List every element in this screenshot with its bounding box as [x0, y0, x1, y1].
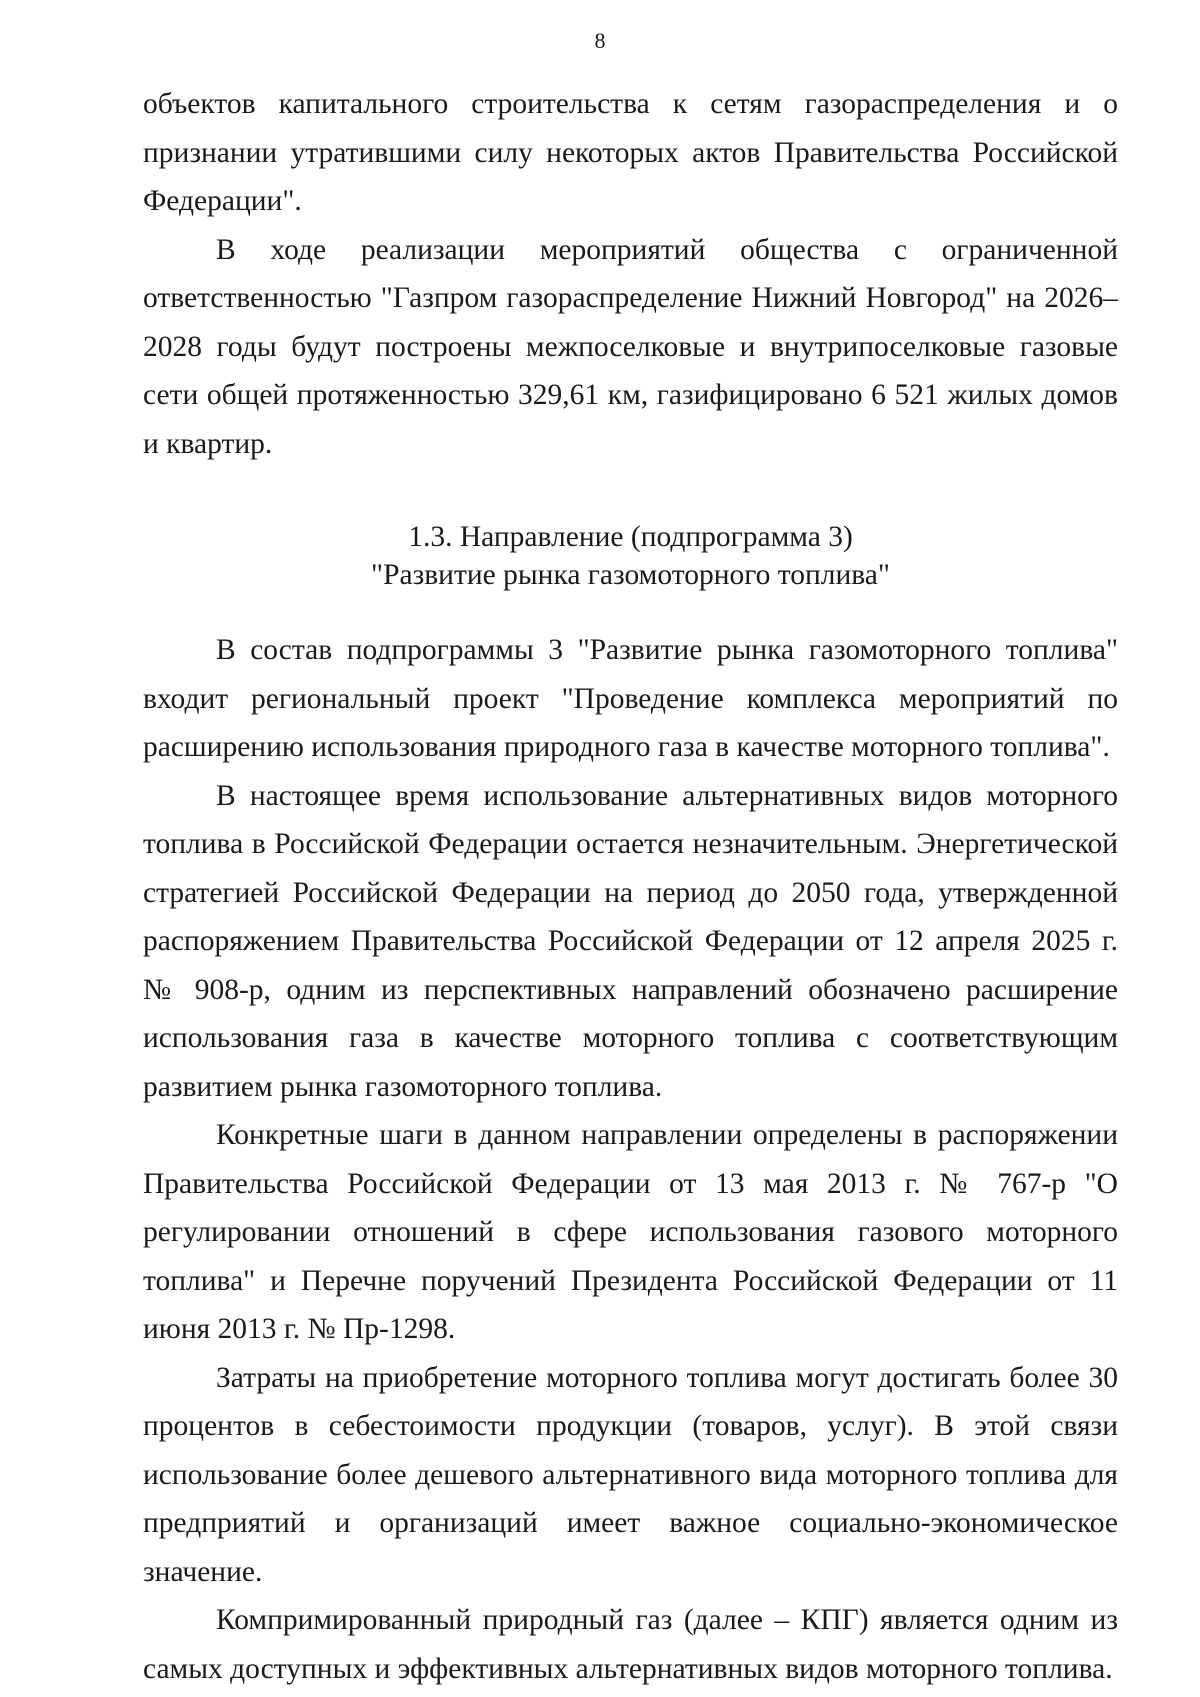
section-heading-line-1: 1.3. Направление (подпрограмма 3): [408, 521, 853, 553]
paragraph-continuation: объектов капитального строительства к сетям газораспределения и о признании утратившими силу некоторых актов Правительства Российской Федерации".: [143, 88, 1118, 217]
paragraph-specific-steps: Конкретные шаги в данном направлении определены в распоряжении Правительства Российской Федерации от 13 мая 2013 г. № 767-р "О регулировании отношений в сфере использования газового моторного топлива" и Перечне поручений Президента Российской Федерации от 11 июня 2013 г. № Пр-1298.: [143, 1119, 1118, 1345]
paragraph-subprogram-composition: В состав подпрограммы 3 "Развитие рынка газомоторного топлива" входит региональный проект "Проведение комплекса мероприятий по расширению использования природного газа в качестве моторного топлива".: [143, 634, 1118, 763]
section-heading: [143, 518, 1118, 594]
page-number: 8: [594, 28, 606, 53]
paragraph-current-state: В настоящее время использование альтернативных видов моторного топлива в Российской Федерации остается незначительным. Энергетической стратегией Российской Федерации на период до 2050 года, утвержденной распоряжением Правительства Российской Федерации от 12 апреля 2025 г. № 908-р, одним из перспективных направлений обозначено расширение использования газа в качестве моторного топлива с соответствующим развитием рынка газомоторного топлива.: [143, 779, 1118, 1103]
document-body: [143, 80, 1118, 1693]
section-heading-line-2: "Развитие рынка газомоторного топлива": [371, 559, 890, 591]
paragraph-gas-network: В ходе реализации мероприятий общества с ограниченной ответственностью "Газпром газораспределение Нижний Новгород" на 2026–2028 годы будут построены межпоселковые и внутрипоселковые газовые сети общей протяженностью 329,61 км, газифицировано 6 521 жилых домов и квартир.: [143, 233, 1118, 460]
paragraph-cng: Компримированный природный газ (далее – КПГ) является одним из самых доступных и эффективных альтернативных видов моторного топлива.: [143, 1604, 1118, 1685]
paragraph-fuel-costs: Затраты на приобретение моторного топлива могут достигать более 30 процентов в себестоимости продукции (товаров, услуг). В этой связи использование более дешевого альтернативного вида моторного топлива для предприятий и организаций имеет важное социально-экономическое значение.: [143, 1361, 1118, 1588]
